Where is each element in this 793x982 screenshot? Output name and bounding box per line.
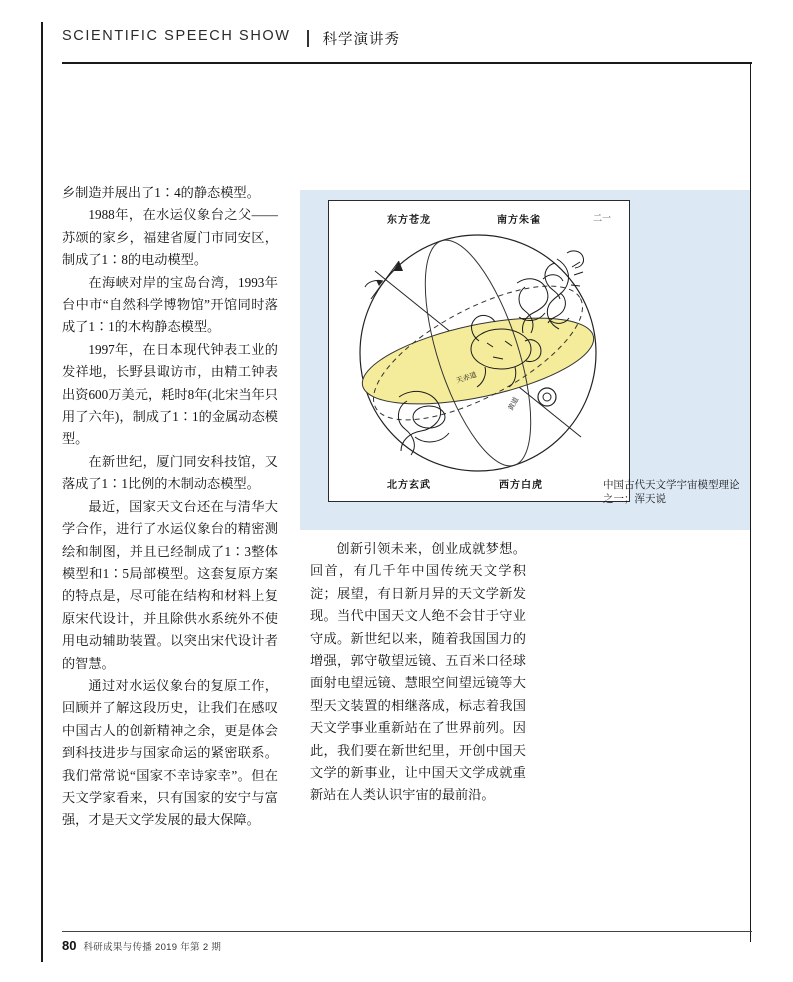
right-vertical-rule [750,62,751,942]
paragraph: 1988年，在水运仪象台之父——苏颂的家乡，福建省厦门市同安区，制成了1∶8的电动模型。 [62,207,278,268]
figure-label-east: 东方苍龙 [387,215,431,226]
page-number: 80 [62,938,77,953]
left-vertical-rule [41,22,43,962]
publication-info: 科研成果与传播 2019 年第 2 期 [83,942,222,953]
paragraph: 乡制造并展出了1∶4的静态模型。 [62,185,260,200]
paragraph: 最近，国家天文台还在与清华大学合作，进行了水运仪象台的精密测绘和制图，并且已经制成了1∶3整体模型和1∶5局部模型。这套复原方案的特点是，尽可能在结构和材料上复原宋代设计，并且除供水系统外不使用电动辅助装置。以突出宋代设计者的智慧。 [62,498,278,671]
celestial-sphere-diagram [329,201,627,499]
figure-label-north: 北方玄武 [387,480,431,491]
header-english-title: SCIENTIFIC SPEECH SHOW [62,28,291,44]
header-rule [62,62,752,64]
right-text-column [310,538,526,807]
paragraph: 1997年，在日本现代钟表工业的发祥地，长野县诹访市，由精工钟表出资600万美元，耗时8年(北宋当年只用了六年)，制成了1∶1的金属动态模型。 [62,341,278,447]
footer-rule [62,931,752,932]
figure-label-west: 西方白虎 [499,480,543,491]
header-chinese-title: 科学演讲秀 [322,32,401,48]
figure-caption: 中国古代天文学宇宙模型理论之一；浑天说 [603,479,740,505]
inner-label-equator: 天赤道 [455,371,478,385]
figure-image-frame [328,200,630,502]
paragraph: 创新引领未来，创业成就梦想。回首，有几千年中国传统天文学积淀；展望，有日新月异的天文学新发现。当代中国天文人绝不会甘于守业守成。新世纪以来，随着我国国力的增强，郭守敬望远镜、五百米口径球面射电望远镜、慧眼空间望远镜等大型天文装置的相继落成，标志着我国天文学事业重新站在了世界前列。因此，我们要在新世纪里，开创中国天文学的新事业，让中国天文学成就重新站在人类认识宇宙的最前沿。 [310,541,526,803]
page-header [62,28,752,62]
figure-label-corner: 二一 [593,213,612,223]
left-text-column [62,182,278,832]
figure-label-south: 南方朱雀 [497,215,541,226]
page-footer [62,938,752,953]
paragraph: 在新世纪，厦门同安科技馆，又落成了1∶1比例的木制动态模型。 [62,453,278,492]
paragraph: 通过对水运仪象台的复原工作，回顾并了解这段历史，让我们在感叹中国古人的创新精神之余，更是体会到科技进步与国家命运的紧密联系。我们常常说“国家不幸诗家幸”。但在天文学家看来，只有国家的安宁与富强，才是天文学发展的最大保障。 [62,677,278,828]
header-separator [307,30,309,47]
inner-label-ecliptic: 黄道 [507,396,521,412]
paragraph: 在海峡对岸的宝岛台湾，1993年台中市“自然科学博物馆”开馆同时落成了1∶1的木构静态模型。 [62,274,278,335]
figure-panel [300,190,750,530]
